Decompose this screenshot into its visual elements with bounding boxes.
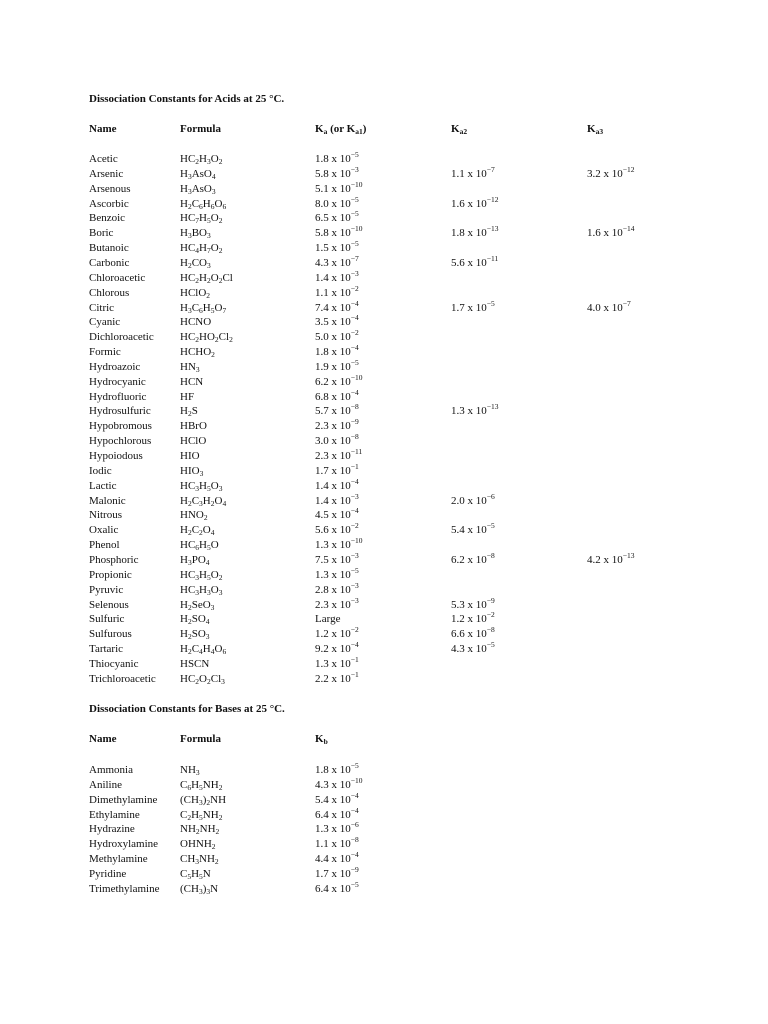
acids-header-ka: $K_a$ (or $K_{a1}$): [315, 123, 367, 136]
acid-ka3-cell: 4.2 x $10^{-13}$: [587, 550, 635, 566]
acid-name-cell: Tartaric: [89, 643, 124, 656]
acids-header-formula: Formula: [180, 123, 221, 135]
acid-formula-cell: $HC_2O_2Cl_3$: [180, 672, 225, 686]
acid-name-cell: Sulfurous: [89, 628, 132, 641]
acid-ka-cell: 3.5 x $10^{-4}$: [315, 313, 359, 329]
base-kb-cell: 5.4 x $10^{-4}$: [315, 790, 359, 806]
acid-ka2-cell: 5.6 x $10^{-11}$: [451, 253, 499, 269]
acid-name-cell: Nitrous: [89, 509, 122, 522]
base-name-cell: Hydrazine: [89, 823, 135, 836]
acid-name-cell: Phenol: [89, 539, 120, 552]
acid-ka3-cell: 3.2 x $10^{-12}$: [587, 164, 635, 180]
base-formula-cell: $C_5H_5N$: [180, 867, 211, 881]
acid-ka-cell: 8.0 x $10^{-5}$: [315, 194, 359, 210]
acid-formula-cell: $H_3BO_3$: [180, 227, 211, 241]
acid-ka2-cell: 4.3 x $10^{-5}$: [451, 640, 495, 656]
base-name-cell: Ethylamine: [89, 808, 140, 821]
base-kb-cell: 6.4 x $10^{-4}$: [315, 805, 359, 821]
acid-formula-cell: $HC_2HO_2Cl_2$: [180, 331, 233, 345]
acid-ka-cell: 4.5 x $10^{-4}$: [315, 506, 359, 522]
acid-name-cell: Trichloroacetic: [89, 672, 156, 685]
acid-name-cell: Cyanic: [89, 316, 121, 329]
acid-name-cell: Ascorbic: [89, 197, 129, 210]
acid-formula-cell: $H_2C_3H_2O_4$: [180, 494, 227, 508]
acid-ka-cell: 6.8 x $10^{-4}$: [315, 387, 359, 403]
acid-ka-cell: 1.4 x $10^{-4}$: [315, 476, 359, 492]
acid-formula-cell: HF: [180, 390, 195, 403]
acid-name-cell: Benzoic: [89, 212, 126, 225]
acid-formula-cell: $HC_3H_3O_3$: [180, 583, 223, 597]
acid-name-cell: Chlorous: [89, 286, 130, 299]
acid-name-cell: Boric: [89, 227, 114, 240]
acid-ka2-cell: 1.2 x $10^{-2}$: [451, 610, 495, 626]
acid-ka-cell: 2.3 x $10^{-11}$: [315, 447, 363, 462]
acid-ka-cell: 7.4 x $10^{-4}$: [315, 298, 359, 314]
acids-title: Dissociation Constants for Acids at 25 °C.: [89, 93, 285, 105]
acid-formula-cell: $H_3PO_4$: [180, 553, 210, 567]
acid-formula-cell: $H_2SO_4$: [180, 613, 210, 627]
acid-name-cell: Formic: [89, 346, 121, 359]
acid-ka2-cell: 1.8 x $10^{-13}$: [451, 224, 499, 240]
bases-title: Dissociation Constants for Bases at 25 °C.: [89, 703, 285, 715]
acid-ka3-cell: 1.6 x $10^{-14}$: [587, 224, 635, 240]
base-name-cell: Aniline: [89, 778, 122, 791]
acid-ka-cell: 2.8 x $10^{-3}$: [315, 580, 359, 596]
base-formula-cell: $OHNH_2$: [180, 838, 216, 852]
acid-formula-cell: $HCHO_2$: [180, 346, 215, 360]
base-formula-cell: $C_2H_5NH_2$: [180, 808, 223, 822]
base-kb-cell: 1.3 x $10^{-6}$: [315, 820, 359, 836]
acid-ka-cell: 1.4 x $10^{-3}$: [315, 491, 359, 507]
acid-ka-cell: 1.2 x $10^{-2}$: [315, 625, 359, 641]
acid-ka-cell: 1.3 x $10^{-10}$: [315, 536, 363, 552]
acid-ka2-cell: 6.2 x $10^{-8}$: [451, 550, 495, 566]
acid-formula-cell: $HC_7H_5O_2$: [180, 212, 223, 226]
acid-ka-cell: 5.7 x $10^{-8}$: [315, 402, 359, 418]
acid-ka2-cell: 1.6 x $10^{-12}$: [451, 194, 499, 210]
acid-formula-cell: HSCN: [180, 657, 210, 670]
acid-name-cell: Arsenous: [89, 182, 131, 195]
base-formula-cell: $(CH_3)_3N$: [180, 882, 219, 896]
base-kb-cell: 4.4 x $10^{-4}$: [315, 850, 359, 866]
acid-formula-cell: $HC_4H_7O_2$: [180, 242, 223, 256]
acid-name-cell: Dichloroacetic: [89, 331, 154, 344]
acid-ka-cell: 1.9 x $10^{-5}$: [315, 357, 359, 373]
acid-ka2-cell: 1.7 x $10^{-5}$: [451, 298, 495, 314]
acid-formula-cell: $H_2SeO_3$: [180, 598, 215, 612]
acid-formula-cell: $HC_2H_3O_2$: [180, 153, 223, 166]
acid-ka-cell: 5.8 x $10^{-3}$: [315, 164, 359, 180]
base-formula-cell: $NH_2NH_2$: [180, 823, 220, 837]
acid-name-cell: Acetic: [89, 153, 118, 165]
acid-ka-cell: 5.0 x $10^{-2}$: [315, 328, 359, 344]
acid-name-cell: Carbonic: [89, 256, 130, 269]
acid-name-cell: Hypoiodous: [89, 450, 143, 462]
acid-ka-cell: 5.1 x $10^{-10}$: [315, 179, 363, 195]
base-name-cell: Pyridine: [89, 867, 127, 880]
acid-formula-cell: $HC_3H_5O_3$: [180, 479, 223, 493]
base-kb-cell: 1.7 x $10^{-9}$: [315, 864, 359, 880]
acid-ka-cell: 5.6 x $10^{-2}$: [315, 521, 359, 537]
acid-formula-cell: $HIO_3$: [180, 464, 204, 478]
acid-name-cell: Hydrocyanic: [89, 375, 146, 388]
acid-name-cell: Butanoic: [89, 242, 129, 255]
acid-formula-cell: $H_2SO_3$: [180, 628, 210, 642]
acid-name-cell: Selenous: [89, 598, 129, 611]
base-name-cell: Ammonia: [89, 764, 133, 776]
acid-ka-cell: 2.3 x $10^{-9}$: [315, 417, 359, 433]
acid-formula-cell: $H_2CO_3$: [180, 256, 211, 270]
base-kb-cell: 6.4 x $10^{-5}$: [315, 879, 359, 895]
base-formula-cell: $NH_3$: [180, 764, 200, 777]
acid-name-cell: Hydrosulfuric: [89, 405, 151, 418]
acid-ka-cell: 3.0 x $10^{-8}$: [315, 432, 359, 448]
acid-formula-cell: HCNO: [180, 316, 212, 329]
base-kb-cell: 4.3 x $10^{-10}$: [315, 775, 363, 791]
acid-formula-cell: $H_2C_4H_4O_6$: [180, 643, 227, 657]
acid-ka2-cell: 5.4 x $10^{-5}$: [451, 521, 495, 537]
acid-ka-cell: 6.2 x $10^{-10}$: [315, 372, 363, 388]
acid-ka-cell: 6.5 x $10^{-5}$: [315, 209, 359, 225]
acid-name-cell: Hydroazoic: [89, 360, 141, 373]
acid-ka-cell: 1.7 x $10^{-1}$: [315, 461, 359, 477]
acid-ka-cell: 1.4 x $10^{-3}$: [315, 268, 359, 284]
base-formula-cell: $(CH_3)_2NH$: [180, 793, 227, 807]
acid-formula-cell: $HC_3H_5O_2$: [180, 568, 223, 582]
acid-formula-cell: HCN: [180, 375, 204, 388]
acid-name-cell: Malonic: [89, 494, 126, 507]
acid-ka2-cell: 1.1 x $10^{-7}$: [451, 164, 495, 180]
acid-ka-cell: 4.3 x $10^{-7}$: [315, 253, 359, 269]
acid-formula-cell: HIO: [180, 450, 200, 462]
acid-ka-cell: 2.3 x $10^{-3}$: [315, 595, 359, 611]
acid-ka-cell: 1.5 x $10^{-5}$: [315, 239, 359, 255]
acid-name-cell: Iodic: [89, 464, 112, 477]
base-kb-cell: 1.1 x $10^{-8}$: [315, 835, 359, 851]
acid-ka2-cell: 2.0 x $10^{-6}$: [451, 491, 495, 507]
acid-ka-cell: 9.2 x $10^{-4}$: [315, 640, 359, 656]
acid-formula-cell: HClO: [180, 435, 207, 448]
acid-formula-cell: $HC_6H_5O$: [180, 539, 219, 553]
acid-name-cell: Chloroacetic: [89, 271, 146, 284]
acid-ka-cell: 1.8 x $10^{-5}$: [315, 150, 359, 165]
acid-name-cell: Oxalic: [89, 524, 119, 537]
acid-name-cell: Thiocyanic: [89, 657, 139, 670]
acid-name-cell: Pyruvic: [89, 583, 124, 596]
bases-header-formula: Formula: [180, 733, 221, 745]
acid-formula-cell: HBrO: [180, 420, 207, 433]
acid-formula-cell: $H_3AsO_3$: [180, 182, 216, 196]
acid-ka2-cell: 1.3 x $10^{-13}$: [451, 402, 499, 418]
acid-name-cell: Lactic: [89, 479, 117, 492]
acids-header-ka2: $K_{a2}$: [451, 123, 468, 136]
base-name-cell: Trimethylamine: [89, 882, 160, 895]
base-formula-cell: $CH_3NH_2$: [180, 853, 219, 867]
base-name-cell: Dimethylamine: [89, 793, 158, 806]
acid-ka-cell: 1.3 x $10^{-5}$: [315, 565, 359, 581]
acid-name-cell: Citric: [89, 301, 115, 314]
acid-name-cell: Arsenic: [89, 167, 124, 180]
acid-ka3-cell: 4.0 x $10^{-7}$: [587, 298, 631, 314]
acid-formula-cell: $H_3C_6H_5O_7$: [180, 301, 227, 315]
acid-name-cell: Phosphoric: [89, 553, 139, 566]
base-name-cell: Hydroxylamine: [89, 838, 159, 851]
bases-header-kb: $K_b$: [315, 733, 328, 746]
acid-name-cell: Sulfuric: [89, 613, 125, 626]
acids-header-name: Name: [89, 123, 117, 135]
acid-ka-cell: 7.5 x $10^{-3}$: [315, 550, 359, 566]
base-formula-cell: $C_6H_5NH_2$: [180, 778, 223, 792]
acid-formula-cell: $H_3AsO_4$: [180, 167, 216, 181]
acid-name-cell: Propionic: [89, 568, 132, 581]
base-name-cell: Methylamine: [89, 853, 148, 866]
acid-ka-cell: 1.1 x $10^{-2}$: [315, 283, 359, 299]
acid-formula-cell: $HC_2H_2O_2Cl$: [180, 271, 233, 285]
acid-ka-cell: 2.2 x $10^{-1}$: [315, 669, 359, 685]
base-kb-cell: 1.8 x $10^{-5}$: [315, 761, 359, 776]
acid-ka-cell: Large: [315, 613, 341, 626]
acid-name-cell: Hypochlorous: [89, 435, 152, 448]
acid-name-cell: Hypobromous: [89, 420, 152, 433]
acid-formula-cell: $HNO_2$: [180, 509, 208, 523]
acid-formula-cell: HClO$_2$: [180, 286, 211, 300]
acids-header-ka3: $K_{a3}$: [587, 123, 604, 136]
acid-formula-cell: $HN_3$: [180, 360, 200, 374]
acid-ka2-cell: 5.3 x $10^{-9}$: [451, 595, 495, 611]
acid-formula-cell: $H_2C_6H_6O_6$: [180, 197, 227, 211]
acid-ka-cell: 1.8 x $10^{-4}$: [315, 343, 359, 359]
acid-ka-cell: 5.8 x $10^{-10}$: [315, 224, 363, 240]
acid-formula-cell: $H_2S$: [180, 405, 198, 419]
acid-ka-cell: 1.3 x $10^{-1}$: [315, 654, 359, 670]
acid-name-cell: Hydrofluoric: [89, 390, 147, 403]
bases-header-name: Name: [89, 733, 117, 745]
acid-formula-cell: $H_2C_2O_4$: [180, 524, 215, 538]
acid-ka2-cell: 6.6 x $10^{-8}$: [451, 625, 495, 641]
